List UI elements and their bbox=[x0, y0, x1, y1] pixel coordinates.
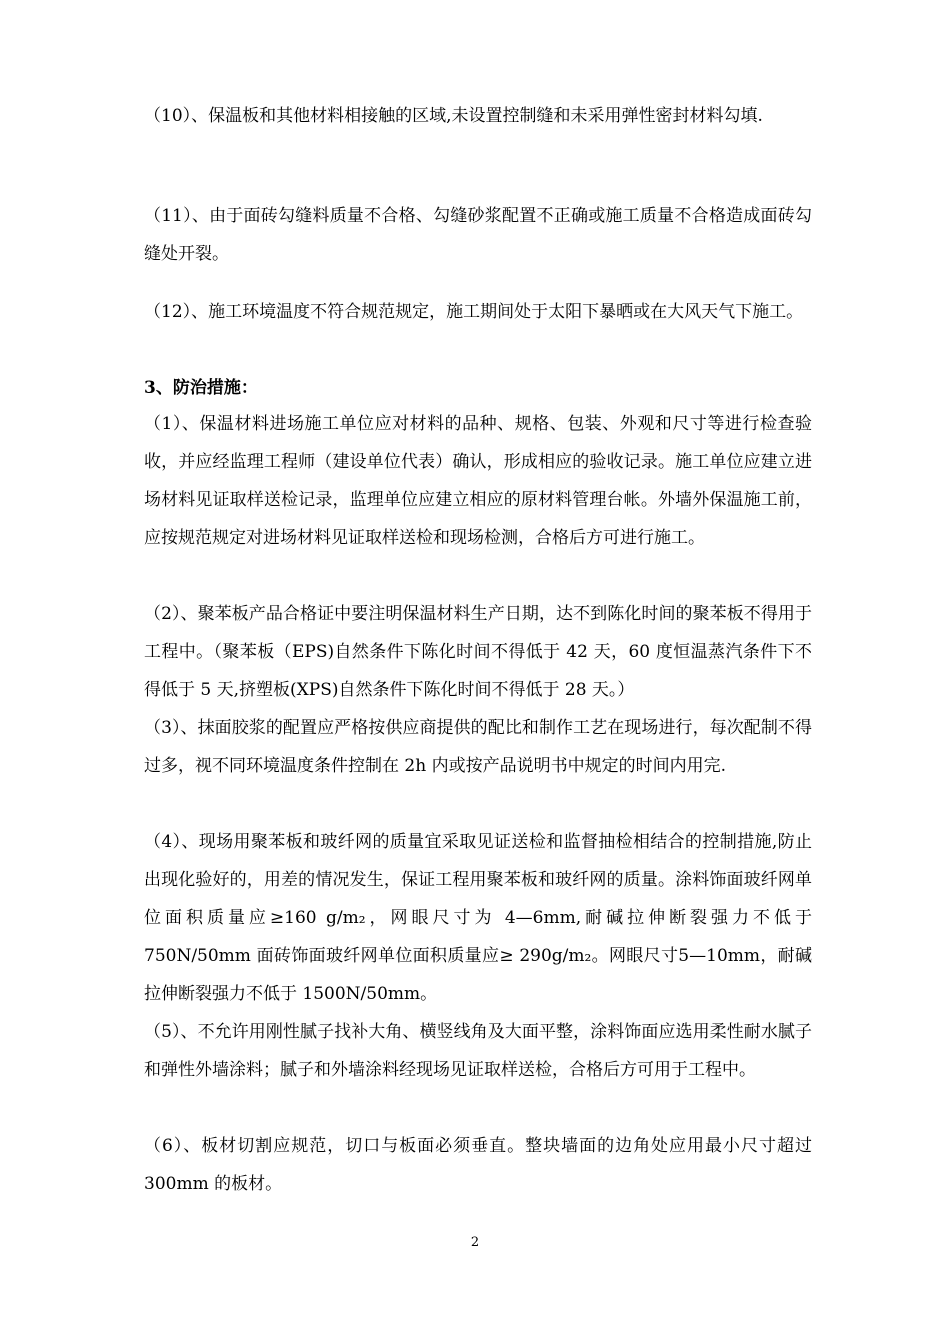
measure-item-1: （1）、保温材料进场施工单位应对材料的品种、规格、包装、外观和尺寸等进行检查验收，并应经监理工程师（建设单位代表）确认，形成相应的验收记录。施工单位应建立进场材料见证取样送检记录，监理单位应建立相应的原材料管理台帐。外墙外保温施工前，应按规范规定对进场材料见证取样送检和现场检测，合格后方可进行施工。 bbox=[144, 414, 812, 548]
paragraph-item-11: （11）、由于面砖勾缝料质量不合格、勾缝砂浆配置不正确或施工质量不合格造成面砖勾缝处开裂。 bbox=[144, 206, 812, 264]
measure-item-6: （6）、板材切割应规范，切口与板面必须垂直。整块墙面的边角处应用最小尺寸超过 300mm 的板材。 bbox=[144, 1136, 812, 1194]
measure-item-5: （5）、不允许用刚性腻子找补大角、横竖线角及大面平整，涂料饰面应选用柔性耐水腻子和弹性外墙涂料；腻子和外墙涂料经现场见证取样送检，合格后方可用于工程中。 bbox=[144, 1022, 812, 1080]
paragraph-item-10: （10）、保温板和其他材料相接触的区域,未设置控制缝和未采用弹性密封材料勾填. bbox=[144, 106, 763, 126]
paragraph-item-12: （12）、施工环境温度不符合规范规定，施工期间处于太阳下暴晒或在大风天气下施工。 bbox=[144, 302, 804, 322]
measure-item-4: （4）、现场用聚苯板和玻纤网的质量宜采取见证送检和监督抽检相结合的控制措施,防止出现化验好的，用差的情况发生，保证工程用聚苯板和玻纤网的质量。涂料饰面玻纤网单位面积质量应≥160 g/m₂，网眼尺寸为 4—6mm,耐碱拉伸断裂强力不低于 750N/50mm 面砖饰面玻纤网单位面积质量应≥ 290g/m₂。网眼尺寸5—10mm，耐碱拉伸断裂强力不低于 1500N/50mm。 bbox=[144, 832, 812, 1004]
measure-item-3: （3）、抹面胶浆的配置应严格按供应商提供的配比和制作工艺在现场进行，每次配制不得过多，视不同环境温度条件控制在 2h 内或按产品说明书中规定的时间内用完. bbox=[144, 718, 812, 776]
measure-item-2: （2）、聚苯板产品合格证中要注明保温材料生产日期，达不到陈化时间的聚苯板不得用于工程中。（聚苯板（EPS)自然条件下陈化时间不得低于 42 天，60 度恒温蒸汽条件下不得低于 5 天,挤塑板(XPS)自然条件下陈化时间不得低于 28 天。） bbox=[144, 604, 812, 700]
page-number: 2 bbox=[470, 1235, 480, 1250]
section-heading: 3、防治措施： bbox=[144, 378, 258, 398]
